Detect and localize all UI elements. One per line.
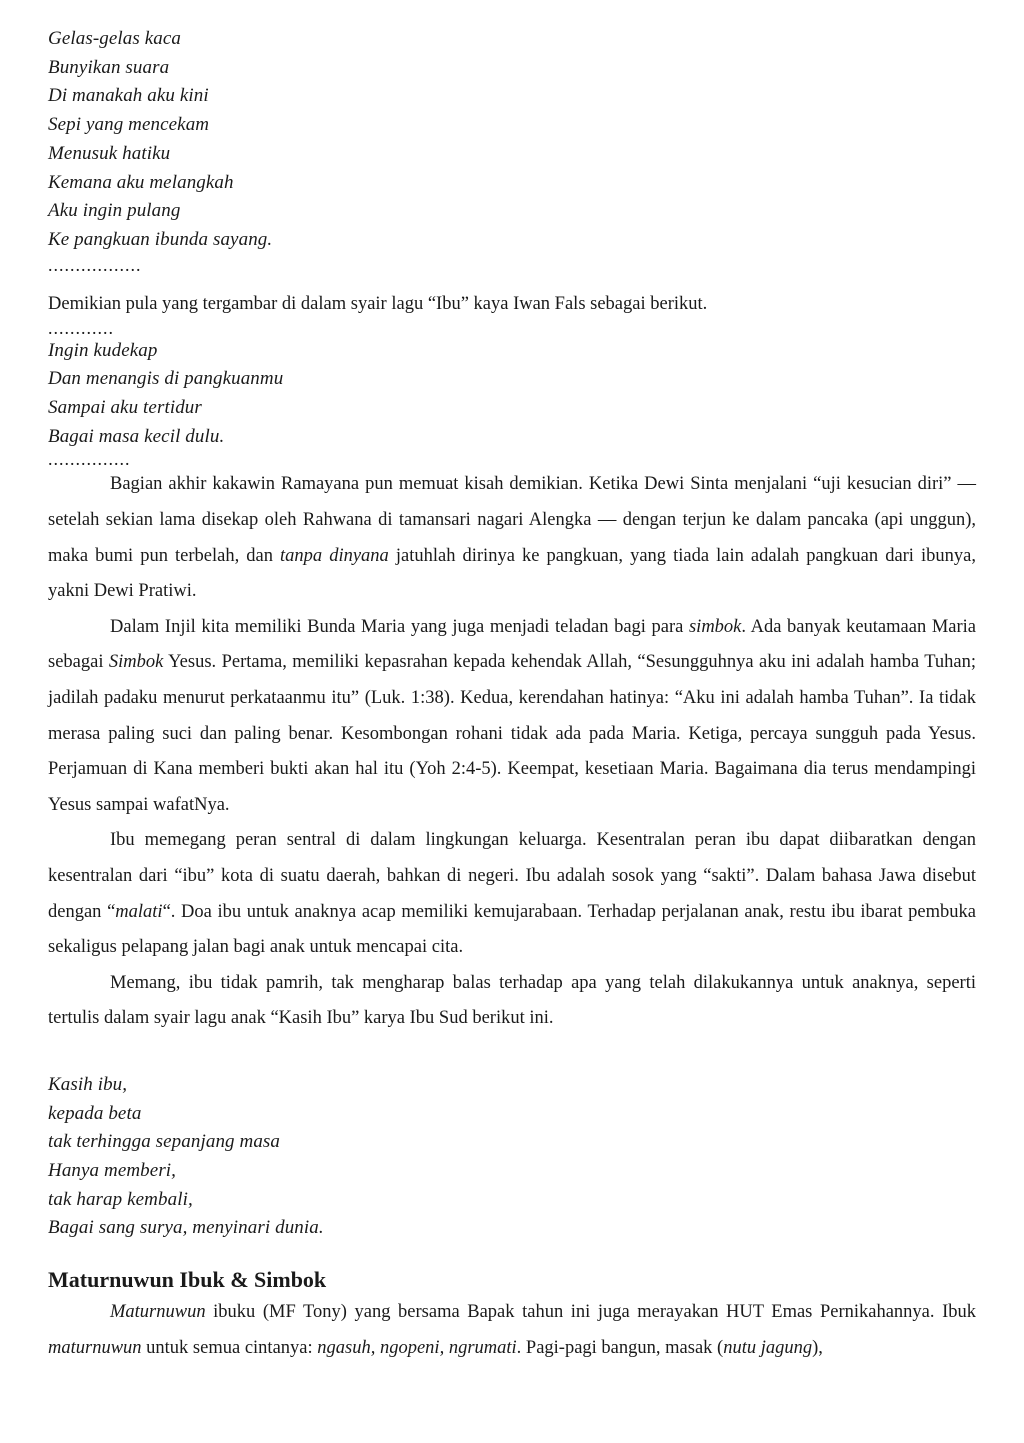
paragraph-kasih-ibu-intro: Memang, ibu tidak pamrih, tak mengharap balas terhadap apa yang telah dilakukannya untuk anaknya, seperti tertulis dalam syair lagu anak “Kasih Ibu” karya Ibu Sud berikut ini. [48,972,976,1029]
poem-line: Sepi yang mencekam [48,114,210,136]
text-run: Bagian akhir kakawin Ramayana pun memuat kisah demikian. Ketika Dewi Sinta menjalani “uji kesucian diri” — setelah sekian lama disekap oleh Rahwana di tamansari nagari Alengka — dengan terjun ke dalam pancaka (api unggun), maka bumi pun terbelah, dan [48,474,976,566]
italic-text: nutu jagung [723,1337,813,1358]
poem-line: Bunyikan suara [48,56,170,78]
poem-line: Ke pangkuan ibunda sayang. [48,228,273,250]
text-run: ), [812,1337,823,1358]
paragraph-maturnuwun [48,1295,976,1366]
ellipsis-dots: ................. [48,254,142,275]
paragraph-peran-ibu [48,823,976,965]
italic-text: simbok [688,616,742,637]
text-run: jatuhlah dirinya ke pangkuan, yang tiada lain adalah pangkuan dari ibunya, yakni Dewi Pratiwi. [48,545,976,602]
ellipsis-dots: ............... [48,449,131,470]
intro-iwan-fals: Demikian pula yang tergambar di dalam syair lagu “Ibu” kaya Iwan Fals sebagai berikut. [48,293,708,314]
italic-text: ngasuh, ngopeni, ngrumati [317,1337,517,1358]
text-run: untuk semua cintanya: [141,1337,318,1358]
text-run: . Pagi-pagi bangun, masak ( [516,1337,724,1358]
poem-line: Sampai aku tertidur [48,397,202,419]
text-run: “. Doa ibu untuk anaknya acap memiliki kemujarabaan. Terhadap perjalanan anak, restu ibu ibarat pembuka sekaligus pelapang jalan bagi anak untuk mencapai cita. [48,901,976,958]
section-heading: Maturnuwun Ibuk & Simbok [48,1267,327,1293]
poem-line: Bagai sang surya, menyinari dunia. [48,1217,324,1239]
paragraph-bunda-maria [48,610,976,824]
poem-line: Gelas-gelas kaca [48,28,181,49]
document-page [48,24,976,1366]
poem-line: Bagai masa kecil dulu. [48,425,225,447]
poem-ibu-iwan-fals [48,319,976,468]
poem-line: Hanya memberi, [48,1160,177,1182]
poem-line: Kasih ibu, [48,1073,128,1095]
poem-line: Kemana aku melangkah [48,171,234,193]
poem-line: Dan menangis di pangkuanmu [48,368,284,390]
poem-line: tak harap kembali, [48,1188,193,1210]
paragraph-ramayana [48,467,976,609]
italic-text: Simbok [108,652,164,673]
text-run: . Ada banyak keutamaan Maria sebagai [48,616,976,673]
text-run: ibuku (MF Tony) yang bersama Bapak tahun ini juga merayakan HUT Emas Pernikahannya. Ibuk [205,1302,976,1323]
italic-text: tanpa dinyana [280,545,389,566]
poem-line: tak terhingga sepanjang masa [48,1131,281,1153]
poem-line: Aku ingin pulang [48,200,181,222]
poem-gelas-gelas-kaca [48,25,976,275]
poem-line: Menusuk hatiku [48,142,171,164]
italic-text: Maturnuwun [110,1302,206,1323]
poem-line: Ingin kudekap [48,339,158,361]
ellipsis-dots: ............ [48,317,114,338]
text-run: Ibu memegang peran sentral di dalam lingkungan keluarga. Kesentralan peran ibu dapat diibaratkan dengan kesentralan dari “ibu” kota di suatu daerah, bahkan di negeri. Ibu adalah sosok yang “sakti”. Dalam bahasa Jawa disebut dengan “ [48,830,976,922]
poem-line: kepada beta [48,1102,142,1124]
text-run: Yesus. Pertama, memiliki kepasrahan kepada kehendak Allah, “Sesungguhnya aku ini adalah hamba Tuhan; jadilah padaku menurut perkataanmu itu” (Luk. 1:38). Kedua, kerendahan hatinya: “Aku ini adalah hamba Tuhan”. Ia tidak merasa paling suci dan paling benar. Kesombongan rohani tidak ada pada Maria. Ketiga, percaya sungguh pada Yesus. Perjamuan di Kana memberi bukti akan hal itu (Yoh 2:4-5). Keempat, kesetiaan Maria. Bagaimana dia terus mendampingi Yesus sampai wafatNya. [48,652,976,815]
italic-text: malati [115,901,163,922]
poem-kasih-ibu [48,1071,976,1243]
poem-line: Di manakah aku kini [48,85,209,107]
text-run: Dalam Injil kita memiliki Bunda Maria yang juga menjadi teladan bagi para [110,616,689,637]
italic-text: maturnuwun [48,1337,142,1358]
